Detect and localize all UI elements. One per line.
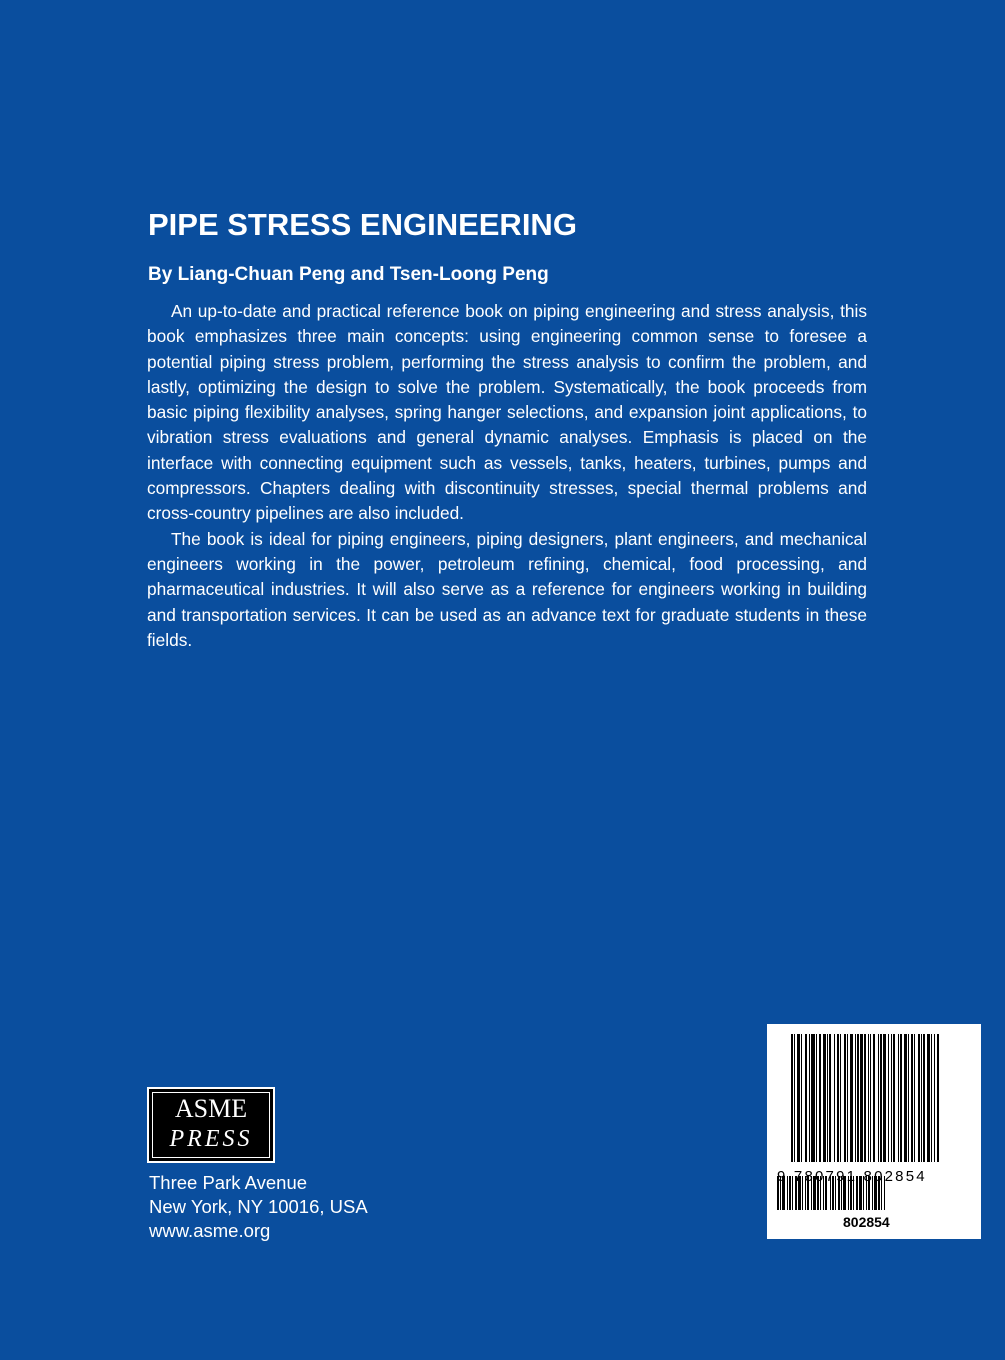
barcode-bars — [767, 1024, 981, 1239]
book-description — [147, 299, 867, 653]
logo-asme-text: ASME — [174, 1094, 248, 1123]
address-city: New York, NY 10016, USA — [149, 1196, 368, 1217]
description-paragraph-2: The book is ideal for piping engineers, piping designers, plant engineers, and mechanical engineers working in the power, petroleum refining, chemical, food processing, and pharmaceutical industries. It will also serve as a reference for engineers working in building and transportation services. It can be used as an advance text for graduate students in these fields. — [147, 528, 867, 650]
publisher-website: www.asme.org — [149, 1220, 271, 1241]
asme-press-logo — [147, 1087, 275, 1163]
isbn-barcode — [767, 1024, 981, 1239]
address-street: Three Park Avenue — [149, 1172, 308, 1193]
book-title: PIPE STRESS ENGINEERING — [148, 207, 577, 242]
book-authors: By Liang-Chuan Peng and Tsen-Loong Peng — [148, 264, 549, 285]
isbn-number: 9 780791 802854 — [777, 1168, 927, 1185]
price-code: 802854 — [843, 1214, 890, 1230]
description-paragraph-1: An up-to-date and practical reference book on piping engineering and stress analysis, this book emphasizes three main concepts: using engineering common sense to foresee a potential piping stress problem, performing the stress analysis to confirm the problem, and lastly, optimizing the design to solve the problem. Systematically, the book proceeds from basic piping flexibility analyses, spring hanger selections, and expansion joint applications, to vibration stress evaluations and general dynamic analyses. Emphasis is placed on the interface with connecting equipment such as vessels, tanks, heaters, turbines, pumps and compressors. Chapters dealing with discontinuity stresses, special thermal problems and cross-country pipelines are also included. — [147, 301, 867, 524]
logo-press-text: PRESS — [169, 1126, 253, 1152]
publisher-address — [149, 1171, 368, 1243]
